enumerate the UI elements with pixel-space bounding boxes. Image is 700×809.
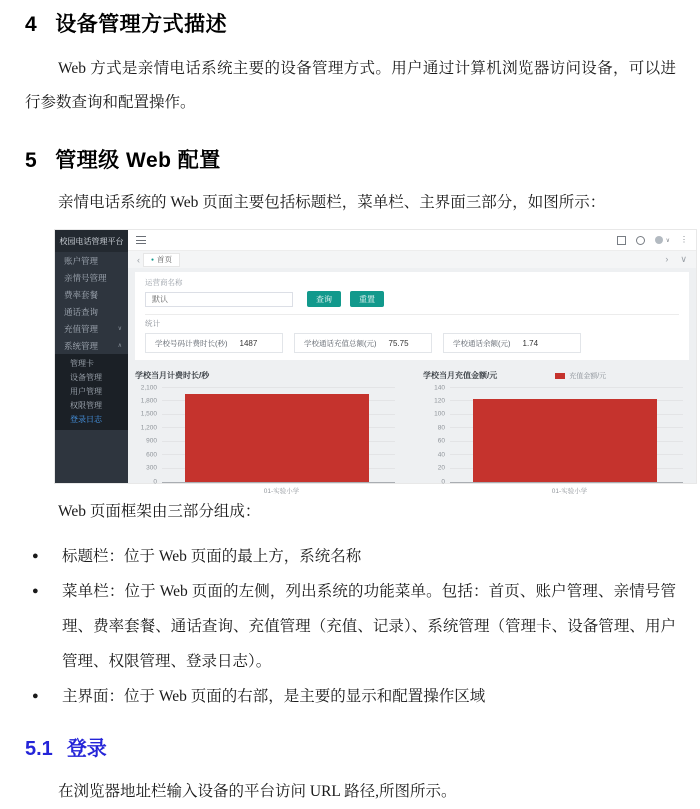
chart-monthly-recharge-amount <box>423 369 689 495</box>
sidebar-item-family-number-mgmt[interactable]: 亲情号管理 <box>64 272 107 283</box>
y-axis-tick: 1,200 <box>140 424 157 432</box>
y-axis-tick: 600 <box>146 450 157 458</box>
stat-value: 75.75 <box>388 338 409 348</box>
avatar <box>655 236 663 244</box>
stat-call-balance: 学校通话余额(元) 1.74 <box>443 333 581 353</box>
operator-name-input[interactable] <box>145 292 293 307</box>
heading-section-4 <box>0 0 700 38</box>
paragraph-login-url: 在浏览器地址栏输入设备的平台访问 URL 路径,所图所示。 <box>58 783 457 800</box>
chevron-up-icon: ∧ <box>117 343 122 349</box>
sidebar-item-recharge-mgmt[interactable]: 充值管理 ∨ <box>64 323 122 334</box>
globe-icon[interactable] <box>636 236 645 245</box>
bullet-marker: ● <box>32 585 39 597</box>
paragraph-web-page-parts: 亲情电话系统的 Web 页面主要包括标题栏，菜单栏、主界面三部分，如图所示： <box>58 194 606 211</box>
sidebar-subitem-device-mgmt[interactable]: 设备管理 <box>70 372 102 382</box>
divider <box>145 314 679 315</box>
x-axis-category-label: 01-实验小学 <box>551 488 588 495</box>
heading-number: 4 <box>25 13 38 36</box>
bar-01-实验小学 <box>473 399 657 482</box>
plot-area <box>135 383 401 485</box>
gridline <box>162 387 395 388</box>
query-button[interactable]: 查询 <box>307 291 341 307</box>
heading-section-5-1 <box>0 732 700 761</box>
bullet-main-area: ● 主界面：位于 Web 页面的右部，是主要的显示和配置操作区域 <box>0 679 700 714</box>
sidebar-item-rate-plans[interactable]: 费率套餐 <box>64 289 99 300</box>
x-axis-category-label: 01-实验小学 <box>263 488 300 495</box>
charts-row <box>135 369 689 495</box>
y-axis-tick: 900 <box>146 437 157 445</box>
paragraph-device-mgmt: Web 方式是亲情电话系统主要的设备管理方式。用户通过计算机浏览器访问设备，可以进行参数查询和配置操作。 <box>25 60 676 111</box>
stat-box-row <box>145 333 679 353</box>
tab-bar-right <box>662 254 690 265</box>
more-options-icon[interactable]: ⋮ <box>680 235 688 244</box>
chart-title: 学校当月充值金额/元 <box>423 371 498 380</box>
bullet-marker: ● <box>32 690 39 702</box>
stat-billing-duration: 学校号码计费时长(秒) 1487 <box>145 333 283 353</box>
y-axis-tick: 2,100 <box>140 383 157 391</box>
tab-scroll-left-icon[interactable]: ‹ <box>137 254 140 265</box>
heading-number: 5 <box>25 149 38 172</box>
chart-legend <box>555 371 606 381</box>
tab-scroll-right-icon[interactable]: › <box>665 254 669 264</box>
chevron-down-icon: ∨ <box>665 237 670 244</box>
stat-value: 1.74 <box>522 338 539 348</box>
y-axis-tick: 1,500 <box>140 410 157 418</box>
tab-home[interactable] <box>143 253 180 267</box>
sidebar-item-call-query[interactable]: 通话查询 <box>64 306 99 317</box>
heading-number: 5.1 <box>25 738 53 760</box>
chart-header <box>423 369 689 382</box>
sidebar-subitem-user-mgmt[interactable]: 用户管理 <box>70 386 102 396</box>
y-axis-tick: 1,800 <box>140 397 157 405</box>
reset-button[interactable]: 重置 <box>350 291 384 307</box>
plot-area <box>423 383 689 485</box>
y-axis-tick: 300 <box>146 464 157 472</box>
filter-label: 运营商名称 <box>145 278 183 287</box>
y-axis-tick: 120 <box>434 397 445 405</box>
filter-row <box>145 291 679 307</box>
user-menu[interactable] <box>655 236 670 244</box>
tab-label: 首页 <box>157 255 173 264</box>
gridline <box>450 387 683 388</box>
chevron-down-icon: ∨ <box>117 326 122 332</box>
legend-swatch <box>555 373 565 379</box>
y-axis-tick: 20 <box>437 464 445 472</box>
app-content <box>128 268 696 495</box>
bullet-title-bar: ● 标题栏：位于 Web 页面的最上方，系统名称 <box>0 539 700 574</box>
stat-value: 1487 <box>239 338 258 348</box>
chart-header <box>135 369 401 382</box>
sidebar-subitem-manage-card[interactable]: 管理卡 <box>70 358 94 368</box>
filter-panel <box>135 272 689 360</box>
tab-bar <box>128 251 696 269</box>
tab-active-dot: ● <box>151 256 155 263</box>
bullet-menu-bar: ● 菜单栏：位于 Web 页面的左侧，列出系统的功能菜单。包括：首页、账户管理、亲情号管理、费率套餐、通话查询、充值管理（充值、记录）、系统管理（管理卡、设备管理、用户管理、权限管理、登录日志）。 <box>0 574 700 679</box>
y-axis-tick: 140 <box>434 383 445 391</box>
sidebar-item-system-mgmt[interactable]: 系统管理 ∧ <box>64 340 122 351</box>
fullscreen-icon[interactable] <box>617 236 626 245</box>
sidebar-submenu <box>55 354 128 430</box>
paragraph-frame-intro: Web 页面框架由三部分组成： <box>58 503 261 520</box>
heading-title: 设备管理方式描述 <box>55 13 228 36</box>
stat-recharge-total: 学校通话充值总额(元) 75.75 <box>294 333 432 353</box>
app-topbar <box>128 230 696 251</box>
y-axis-tick: 40 <box>437 450 445 458</box>
y-axis-tick: 60 <box>437 437 445 445</box>
y-axis-tick: 100 <box>434 410 445 418</box>
sidebar-subitem-login-log[interactable]: 登录日志 <box>70 414 102 424</box>
y-axis-tick: 0 <box>153 477 157 485</box>
topbar-icons <box>617 236 688 245</box>
sidebar-item-account-mgmt[interactable]: 账户管理 <box>64 255 99 266</box>
sidebar-subitem-permission-mgmt[interactable]: 权限管理 <box>70 400 102 410</box>
y-axis-tick: 0 <box>441 477 445 485</box>
app-main <box>128 230 696 495</box>
embedded-screenshot <box>55 230 696 495</box>
y-axis-tick: 80 <box>437 424 445 432</box>
app-sidebar <box>55 230 128 483</box>
stats-section-label: 统计 <box>145 319 160 328</box>
chart-title: 学校当月计费时长/秒 <box>135 371 210 380</box>
hamburger-menu-icon[interactable] <box>136 236 146 244</box>
bullet-list <box>0 539 700 714</box>
heading-section-5 <box>0 136 700 174</box>
heading-title: 登录 <box>66 738 107 760</box>
tab-actions-icon[interactable]: ∨ <box>680 254 687 264</box>
heading-title: 管理级 Web 配置 <box>55 149 221 172</box>
legend-label: 充值金额/元 <box>569 372 607 380</box>
bullet-marker: ● <box>32 550 39 562</box>
app-title: 校园电话管理平台 <box>55 230 128 252</box>
bar-01-实验小学 <box>185 394 369 482</box>
chart-monthly-billing-duration <box>135 369 401 495</box>
